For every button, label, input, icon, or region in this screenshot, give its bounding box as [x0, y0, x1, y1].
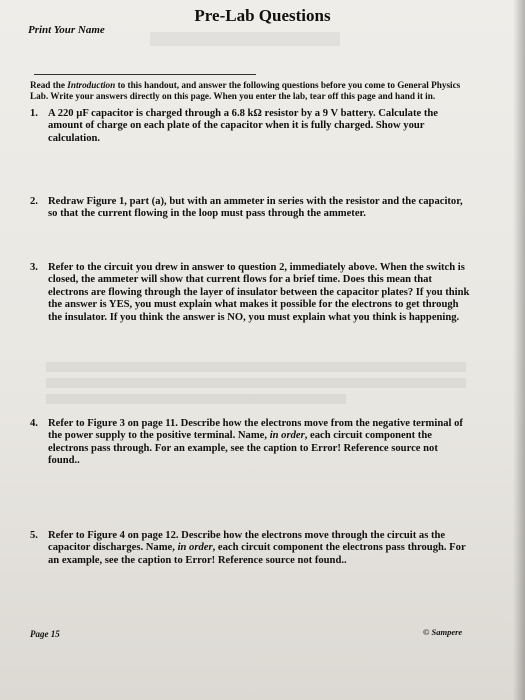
question-4	[30, 418, 470, 468]
question-text: A 220 µF capacitor is charged through a 6.8 kΩ resistor by a 9 V battery. Calculate the amount of charge on each plate of the capacitor when it is fully charged. Show your calculation.	[48, 108, 438, 144]
page-number: Page 15	[30, 629, 60, 639]
question-number: 4.	[30, 418, 38, 429]
copyright-notice: © Sampere	[423, 627, 463, 637]
question-3	[30, 262, 470, 324]
question-text: Redraw Figure 1, part (a), but with an ammeter in series with the resistor and the capacitor, so that the current flowing in the loop must pass through the ammeter.	[48, 196, 463, 220]
intro-paragraph: Read the Introduction to this handout, and answer the following questions before you come to General Physics Lab. Write your answers directly on this page. When you enter the lab, tear off this page and hand it in.	[30, 80, 461, 101]
question-number: 3.	[30, 262, 38, 273]
question-text: Refer to Figure 3 on page 11. Describe how the electrons move from the negative terminal of the power supply to the positive terminal. Name, in order, each circuit component the electrons pass through. For an example, see the caption to Error! Reference source not found..	[48, 418, 463, 467]
question-2	[30, 196, 470, 221]
question-text: Refer to Figure 4 on page 12. Describe how the electrons move through the circuit as the capacitor discharges. Name, in order, each circuit component the electrons pass through. For an example, see the caption to Error! Reference source not found..	[48, 530, 466, 566]
bleed-through-mid-3	[46, 394, 346, 404]
bleed-through-mid-2	[46, 378, 466, 388]
bleed-through-top	[150, 32, 340, 46]
question-5	[30, 530, 470, 567]
name-line	[34, 74, 256, 75]
question-1	[30, 108, 470, 145]
question-number: 1.	[30, 108, 38, 119]
question-text: Refer to the circuit you drew in answer to question 2, immediately above. When the switch is closed, the ammeter will show that current flows for a brief time. Does this mean that electrons are flowing through the layer of insulator between the capacitor plates? If you think the answer is YES, you must explain what makes it possible for the electrons to get through the insulator. If you think the answer is NO, you must explain what you think is happening.	[48, 262, 470, 323]
question-number: 5.	[30, 530, 38, 541]
name-label: Print Your Name	[28, 24, 105, 36]
page-title: Pre-Lab Questions	[194, 6, 331, 25]
bleed-through-mid-1	[46, 362, 466, 372]
question-number: 2.	[30, 196, 38, 207]
